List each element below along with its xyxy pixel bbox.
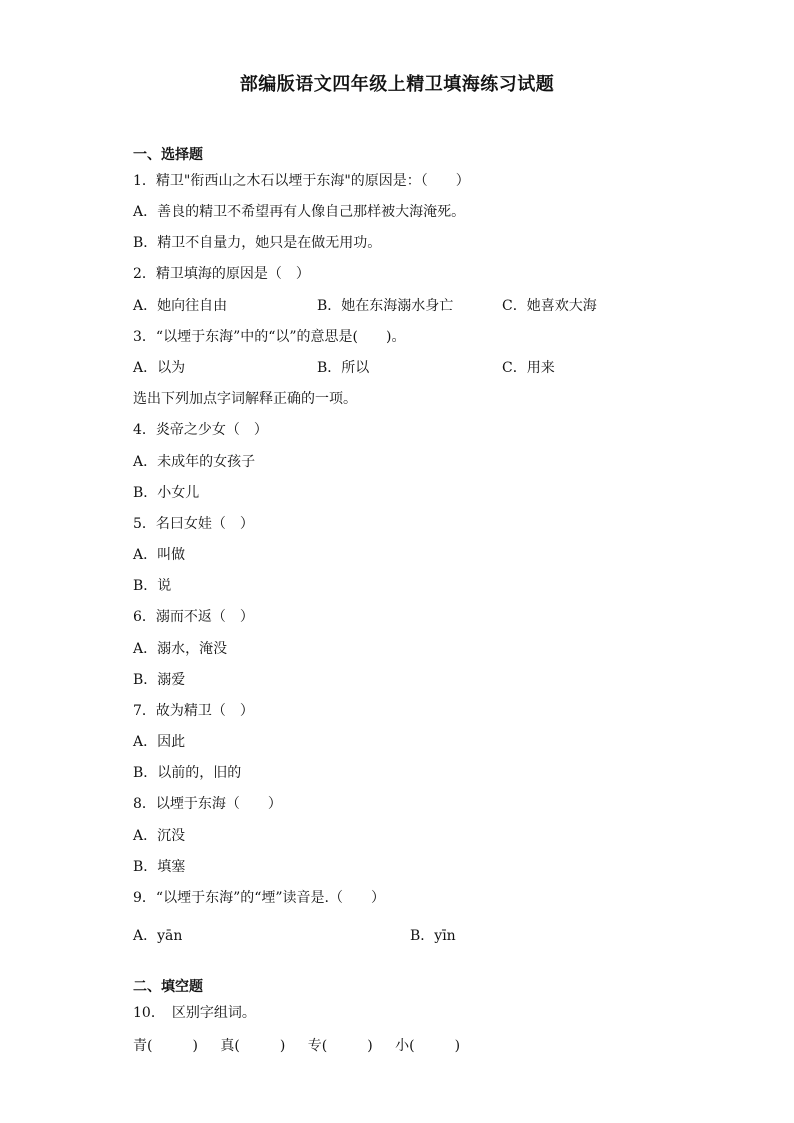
- fill-item: 专( ): [307, 1038, 373, 1054]
- question-2-option-a: A．她向往自由: [133, 298, 228, 314]
- question-9-option-b: B．yīn: [410, 928, 456, 944]
- question-6-option-b: B．溺爱: [133, 672, 186, 688]
- question-9-option-a: A．yān: [133, 928, 183, 944]
- question-8: 8．以堙于东海（ ）: [133, 796, 282, 812]
- question-9: 9．“以堙于东海”的“堙”读音是.（ ）: [133, 890, 385, 906]
- question-8-option-a: A．沉没: [133, 828, 186, 844]
- question-3-option-c: C．用来: [502, 360, 555, 376]
- question-6: 6．溺而不返（ ）: [133, 609, 254, 625]
- question-1-option-b: B．精卫不自量力，她只是在做无用功。: [133, 235, 382, 251]
- question-8-option-b: B．填塞: [133, 859, 186, 875]
- question-5-option-b: B．说: [133, 578, 172, 594]
- question-3: 3．“以堙于东海”中的“以”的意思是( )。: [133, 329, 406, 345]
- question-2: 2．精卫填海的原因是（ ）: [133, 266, 310, 282]
- question-4-option-b: B．小女儿: [133, 485, 200, 501]
- question-7-option-a: A．因此: [133, 734, 186, 750]
- question-4-option-a: A．未成年的女孩子: [133, 454, 256, 470]
- fill-item: 小( ): [395, 1038, 461, 1054]
- question-1-option-a: A．善良的精卫不希望再有人像自己那样被大海淹死。: [133, 204, 466, 220]
- question-7-option-b: B．以前的，旧的: [133, 765, 242, 781]
- question-6-option-a: A．溺水，淹没: [133, 641, 228, 657]
- question-2-option-b: B．她在东海溺水身亡: [317, 298, 454, 314]
- question-3-option-b: B．所以: [317, 360, 370, 376]
- question-3-option-a: A．以为: [133, 360, 186, 376]
- fill-in-row: [133, 1035, 478, 1055]
- question-10: 10． 区别字组词。: [133, 1005, 256, 1021]
- fill-item: 真( ): [220, 1038, 286, 1054]
- question-4: 4．炎帝之少女（ ）: [133, 422, 268, 438]
- question-5-option-a: A．叫做: [133, 547, 186, 563]
- section-heading-choice: 一、选择题: [133, 147, 203, 163]
- fill-item: 青( ): [133, 1038, 198, 1054]
- section-heading-fill: 二、填空题: [133, 979, 203, 995]
- question-5: 5．名曰女娃（ ）: [133, 516, 254, 532]
- question-7: 7．故为精卫（ ）: [133, 703, 254, 719]
- instruction-text: 选出下列加点字词解释正确的一项。: [133, 391, 357, 407]
- question-1: 1．精卫"衔西山之木石以堙于东海"的原因是：（ ）: [133, 173, 470, 189]
- question-2-option-c: C．她喜欢大海: [502, 298, 597, 314]
- page-title: 部编版语文四年级上精卫填海练习试题: [239, 74, 555, 95]
